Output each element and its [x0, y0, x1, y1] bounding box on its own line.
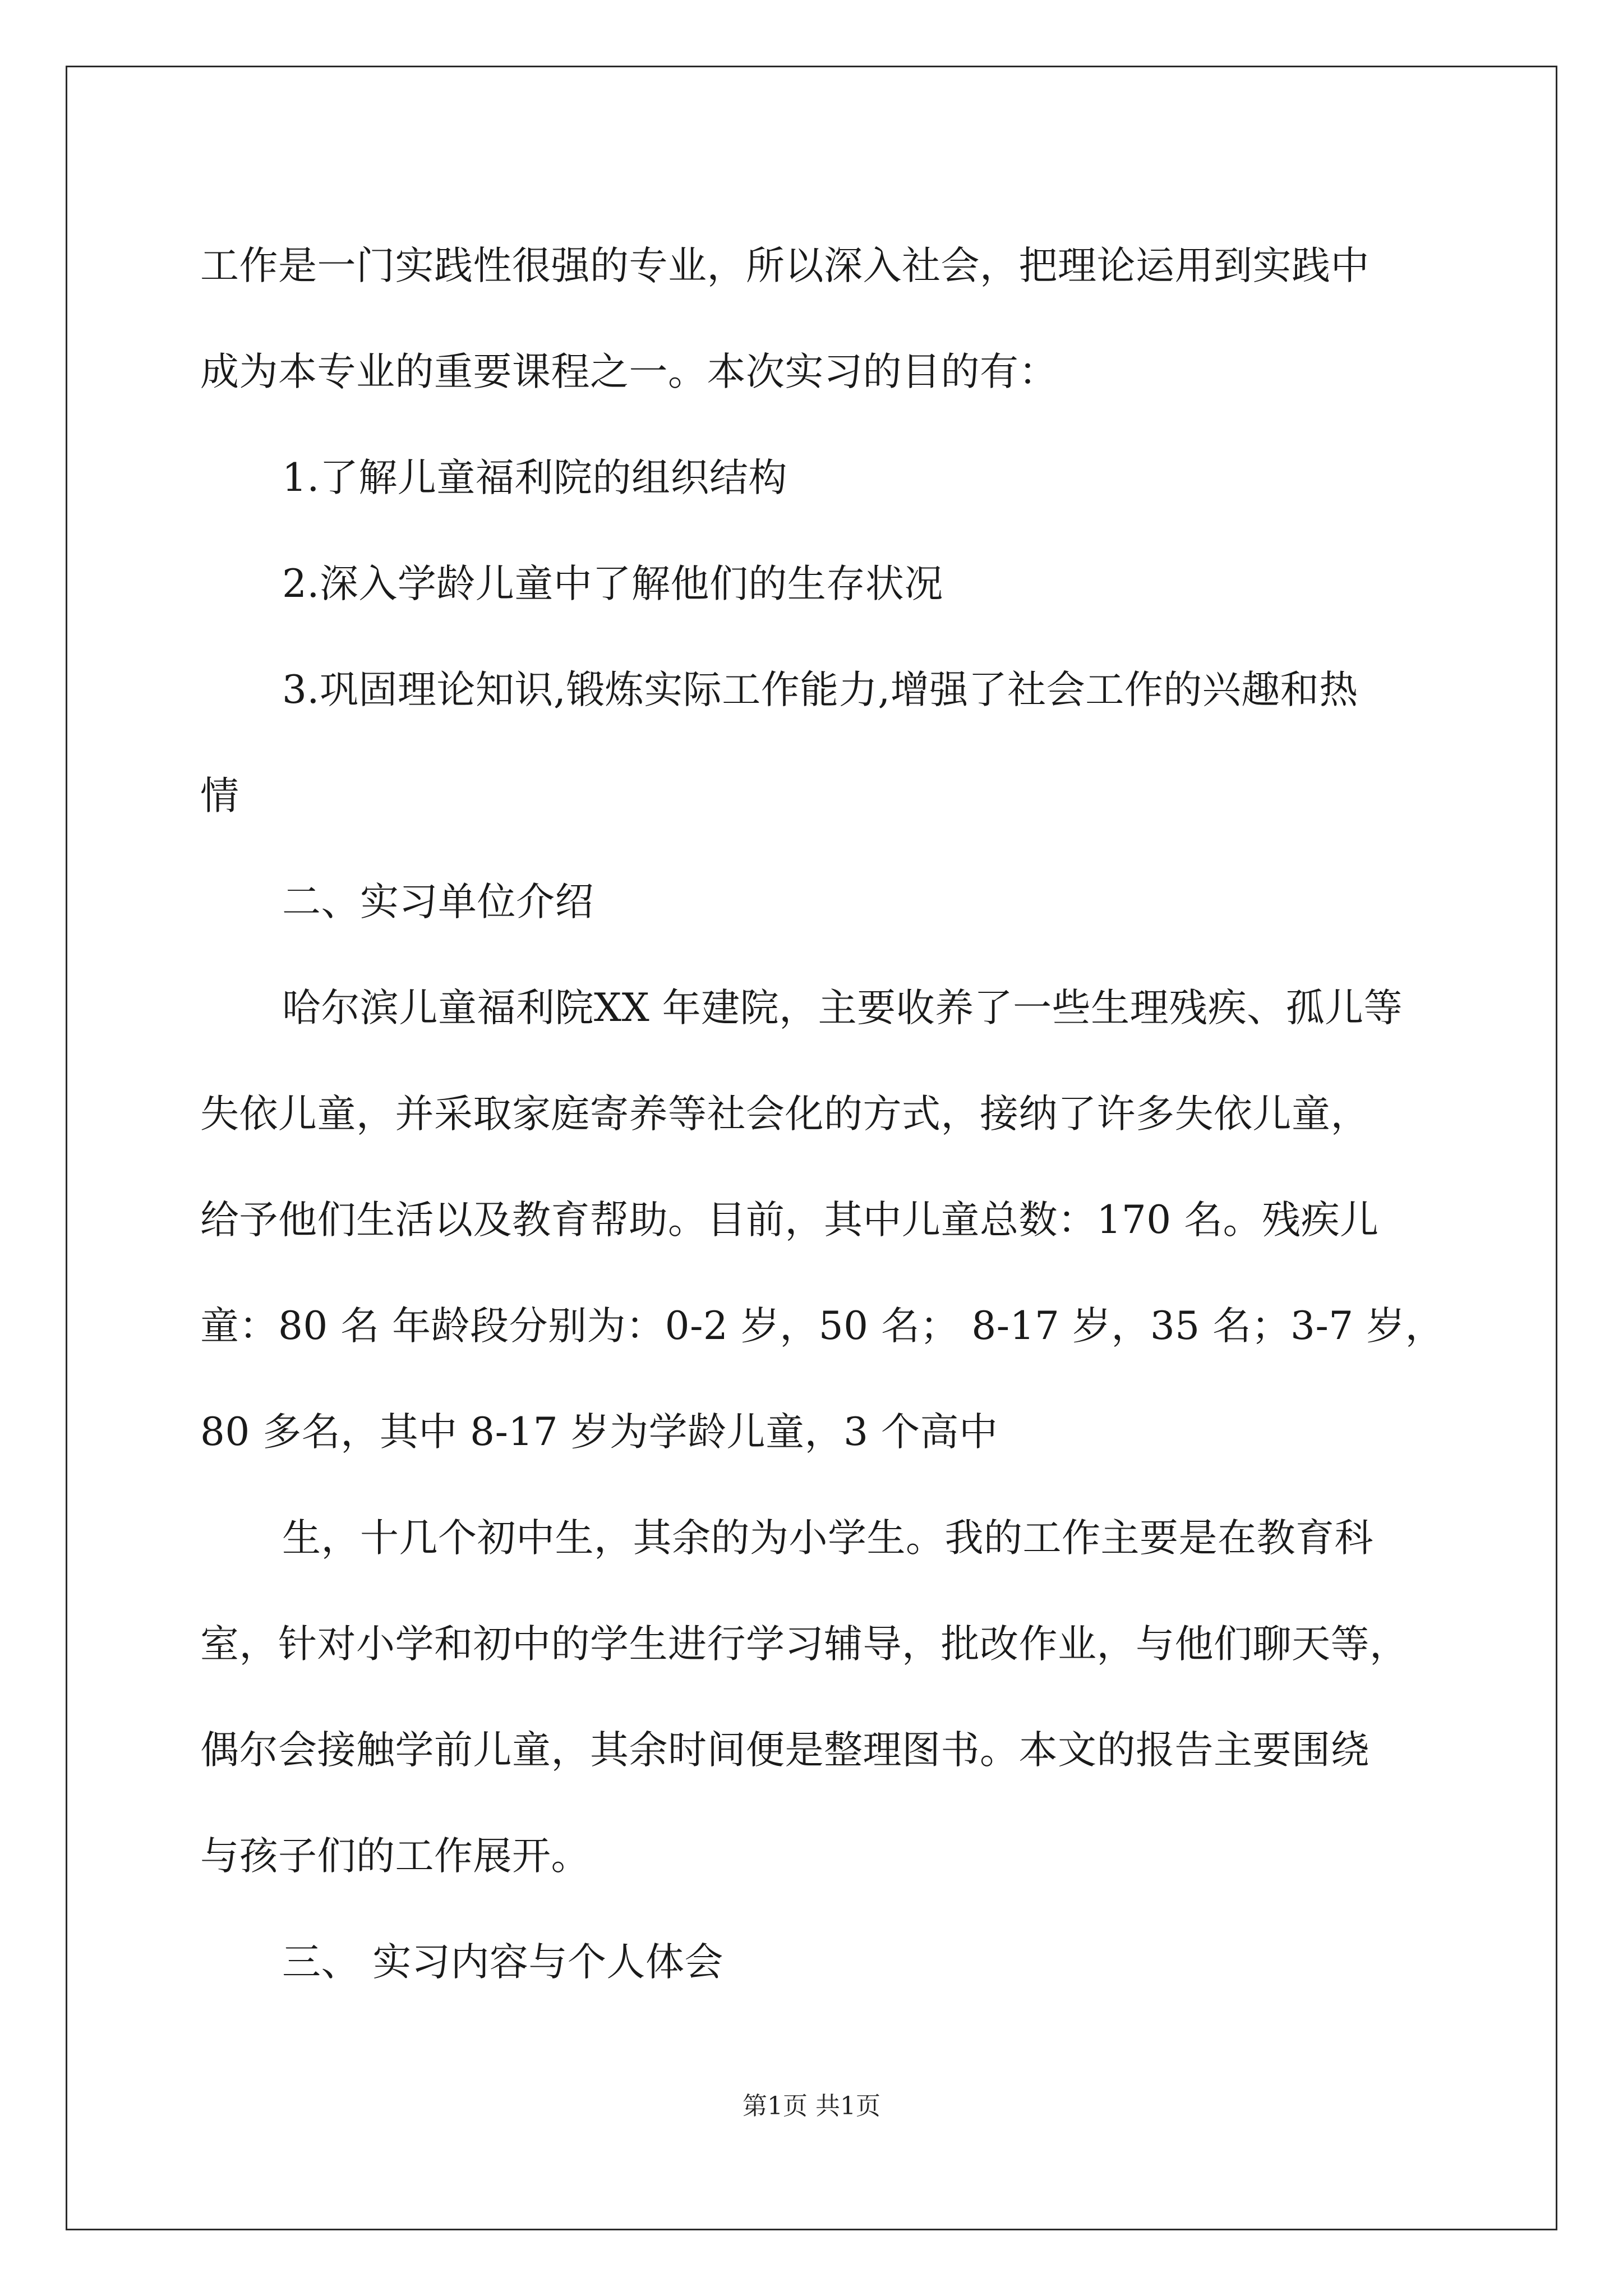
section-heading-2: 二、实习单位介绍 — [282, 880, 594, 924]
text-line: 工作是一门实践性很强的专业，所以深入社会，把理论运用到实践中 — [200, 243, 1370, 288]
text-line: 与孩子们的工作展开。 — [200, 1834, 590, 1879]
section-heading-3: 三、 实习内容与个人体会 — [282, 1940, 723, 1985]
text-line: 情 — [200, 774, 239, 818]
text-line: 童：80 名 年龄段分别为：0-2 岁，50 名； 8-17 岁，35 名；3-7 岁， — [200, 1304, 1445, 1349]
list-item-2: 2.深入学龄儿童中了解他们的生存状况 — [282, 562, 943, 606]
list-item-3: 3.巩固理论知识,锻炼实际工作能力,增强了社会工作的兴趣和热 — [282, 668, 1358, 712]
text-line: 成为本专业的重要课程之一。本次实习的目的有： — [200, 349, 1058, 394]
text-line: 偶尔会接触学前儿童，其余时间便是整理图书。本文的报告主要围绕 — [200, 1728, 1370, 1773]
document-body — [200, 213, 1456, 2016]
text-line: 生，十几个初中生，其余的为小学生。我的工作主要是在教育科 — [282, 1516, 1373, 1561]
text-line: 给予他们生活以及教育帮助。目前，其中儿童总数：170 名。残疾儿 — [200, 1198, 1379, 1243]
text-line: 失依儿童，并采取家庭寄养等社会化的方式，接纳了许多失依儿童， — [200, 1092, 1370, 1137]
text-line: 哈尔滨儿童福利院XX 年建院，主要收养了一些生理残疾、孤儿等 — [282, 986, 1403, 1030]
text-line: 80 多名，其中 8-17 岁为学龄儿童，3 个高中 — [200, 1410, 998, 1455]
list-item-1: 1.了解儿童福利院的组织结构 — [282, 455, 787, 500]
text-line: 室，针对小学和初中的学生进行学习辅导，批改作业，与他们聊天等， — [200, 1622, 1409, 1667]
page-footer: 第1页 共1页 — [743, 2092, 880, 2120]
